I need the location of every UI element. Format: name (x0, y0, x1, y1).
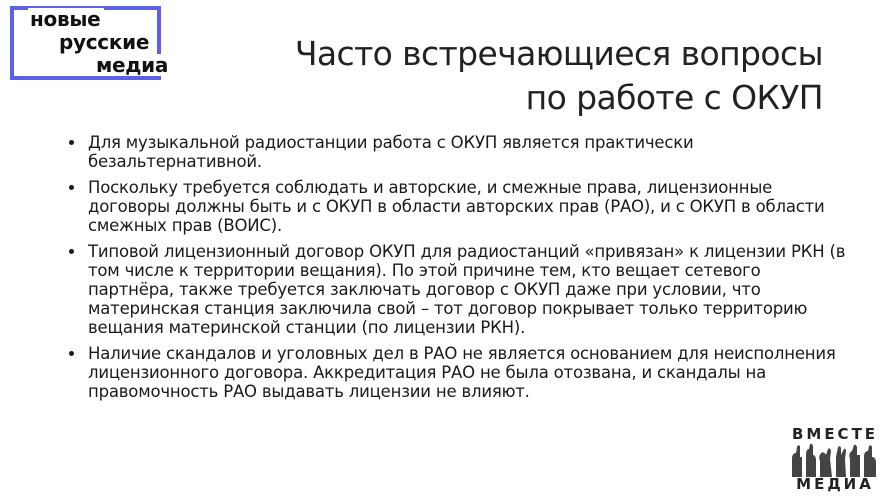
logo-line-3: медиа (94, 54, 172, 76)
hands-icon (788, 443, 880, 477)
bullet-item: • Типовой лицензионный договор ОКУП для радиостанций «привязан» к лицензии РКН (в том числе к территории вещания). По этой причине тем, кто вещает сетевого партнёра, также требуется заключать договор с ОКУП даже при условии, что материнская станция заключила свой – тот договор покрывает только территорию вещания материнской станции (по лицензии РКН). (86, 242, 846, 337)
bullet-item: • Наличие скандалов и уголовных дел в РАО не является основанием для неисполнения лицензионного договора. Аккредитация РАО не была отозвана, и скандалы на правомочность РАО выдавать лицензии не влияют. (86, 344, 846, 401)
bullet-item: • Для музыкальной радиостанции работа с ОКУП является практически безальтернативной. (86, 133, 846, 171)
logo-vmeste-media (784, 425, 884, 495)
bullet-item: • Поскольку требуется соблюдать и авторские, и смежные права, лицензионные договоры должны быть и с ОКУП в области авторских прав (РАО), и с ОКУП в области смежных прав (ВОИС). (86, 178, 846, 235)
logo-line-1: новые (28, 8, 104, 30)
title-line-2: по работе с ОКУП (525, 78, 823, 117)
logo-line-2: русские (57, 31, 153, 53)
logo-novye-russkie-media (10, 6, 167, 85)
logo-word-top: ВМЕСТЕ (791, 425, 879, 443)
title-line-1: Часто встречающиеся вопросы (294, 34, 823, 73)
bullet-list (64, 133, 846, 408)
slide-title (295, 32, 823, 120)
logo-word-bottom: МЕДИА (796, 475, 874, 493)
